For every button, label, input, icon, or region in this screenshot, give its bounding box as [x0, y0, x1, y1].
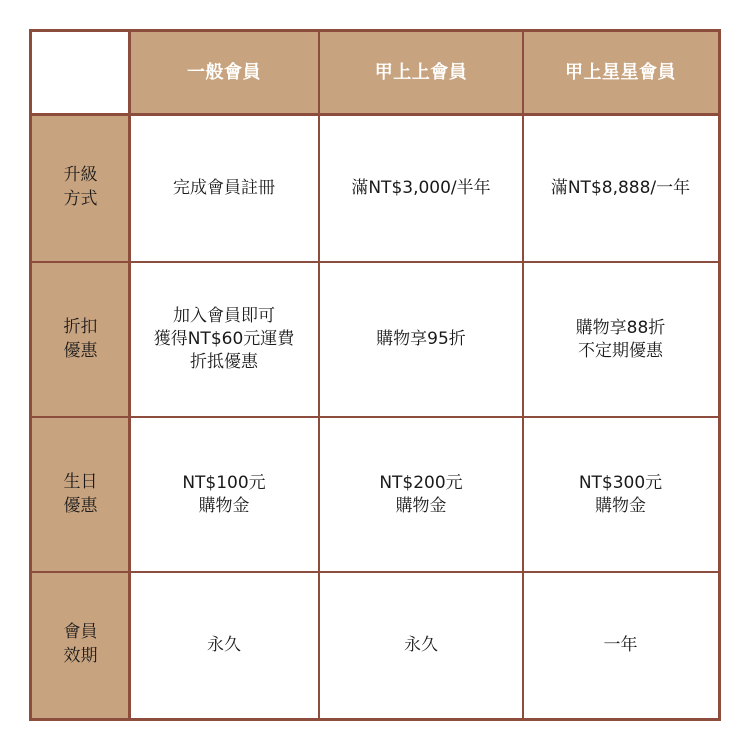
grid-line: [128, 32, 131, 718]
grid-line: [32, 113, 718, 116]
table-cell: 購物享88折 不定期優惠: [575, 317, 666, 361]
table-cell: NT$200元 購物金: [379, 472, 463, 516]
grid-line: [318, 32, 320, 718]
row-label-membership-validity: 會員 效期: [32, 572, 129, 718]
table-cell: 一年: [603, 634, 638, 655]
grid-line: [32, 571, 718, 573]
column-header-general-member: 一般會員: [129, 32, 319, 114]
table-cell: NT$100元 購物金: [182, 472, 266, 516]
grid-line: [522, 32, 524, 718]
table-cell: 永久: [404, 634, 438, 655]
table-cell: 加入會員即可 獲得NT$60元運費 折抵優惠: [153, 306, 295, 372]
membership-comparison-table: [29, 29, 721, 721]
table-cell: 滿NT$3,000/半年: [351, 177, 491, 198]
table-cell: 完成會員註冊: [173, 177, 275, 198]
table-corner-cell: [32, 32, 129, 114]
grid-line: [32, 416, 718, 418]
column-header-jiashang-member: 甲上上會員: [319, 32, 523, 114]
row-label-birthday-offer: 生日 優惠: [32, 417, 129, 572]
column-header-star-member: 甲上星星會員: [523, 32, 718, 114]
table-cell: NT$300元 購物金: [578, 472, 663, 516]
table-cell: 永久: [207, 634, 241, 655]
table-cell: 購物享95折: [376, 329, 466, 350]
table-cell: 滿NT$8,888/一年: [550, 177, 691, 198]
grid-line: [32, 261, 718, 263]
row-label-upgrade-method: 升級 方式: [32, 114, 129, 262]
row-label-discount: 折扣 優惠: [32, 262, 129, 417]
